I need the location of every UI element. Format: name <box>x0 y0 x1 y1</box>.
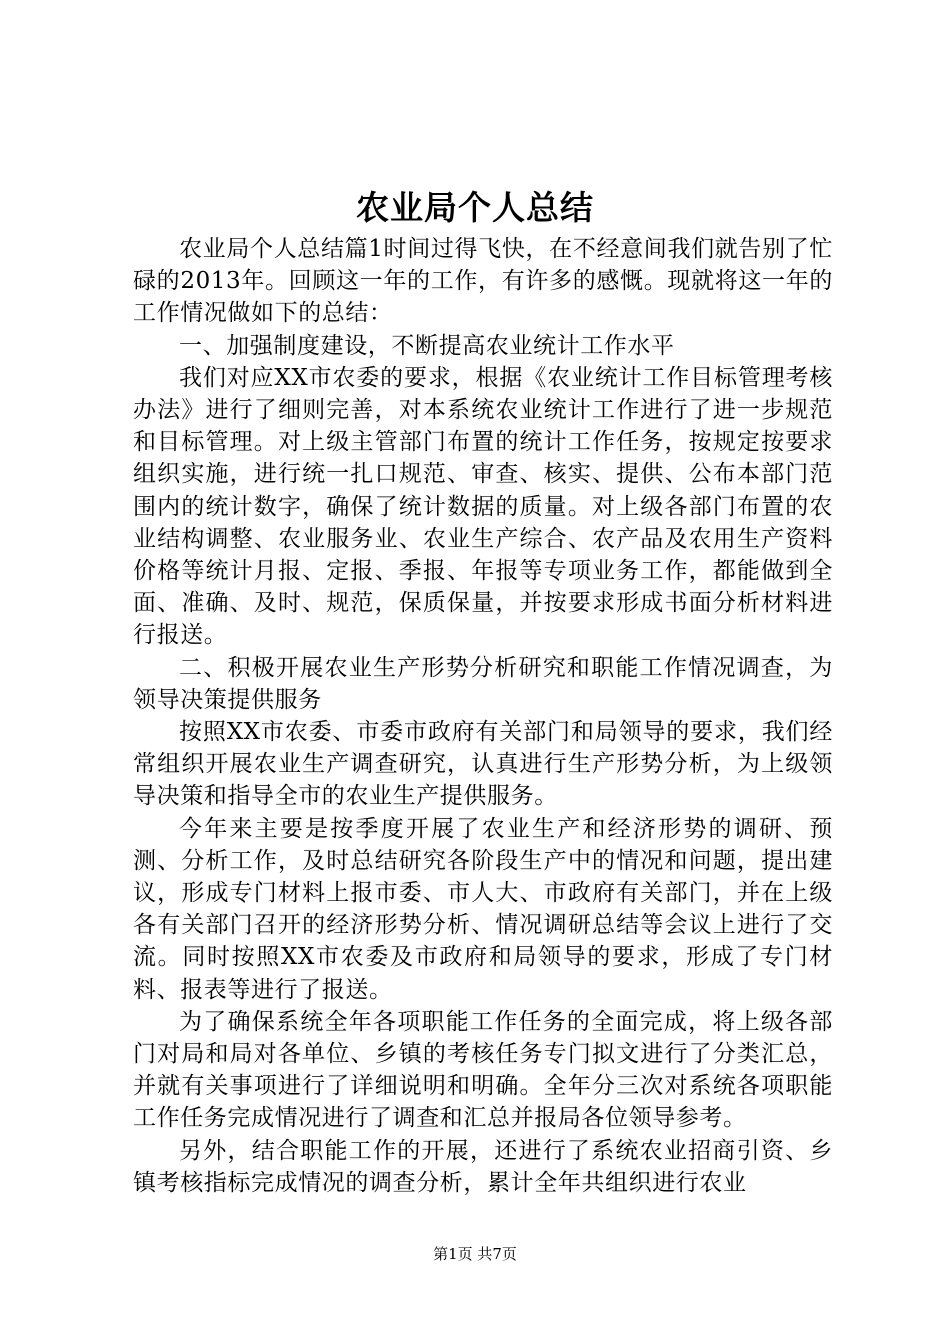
section-heading-1: 一、加强制度建设，不断提高农业统计工作水平 <box>179 332 675 359</box>
paragraph-statistics: 我们对应XX市农委的要求，根据《农业统计工作目标管理考核办法》进行了细则完善，对本系统农业统计工作进行了进一步规范和目标管理。对上级主管部门布置的统计工作任务，按规定按要求组织实施，进行统一扎口规范、审查、核实、提供、公布本部门范围内的统计数字，确保了统计数据的质量。对上级各部门布置的农业结构调整、农业服务业、农业生产综合、农产品及农用生产资料价格等统计月报、定报、季报、年报等专项业务工作，都能做到全面、准确、及时、规范，保质保量，并按要求形成书面分析材料进行报送。 <box>133 364 833 649</box>
section-heading-2: 二、积极开展农业生产形势分析研究和职能工作情况调查，为领导决策提供服务 <box>133 654 833 713</box>
paragraph-research: 按照XX市农委、市委市政府有关部门和局领导的要求，我们经常组织开展农业生产调查研究，认真进行生产形势分析，为上级领导决策和指导全市的农业生产提供服务。 <box>133 719 833 810</box>
page-footer: 第1页 共7页 <box>433 1245 517 1263</box>
document-title: 农业局个人总结 <box>356 188 594 227</box>
paragraph-quarterly-analysis: 今年来主要是按季度开展了农业生产和经济形势的调研、预测、分析工作，及时总结研究各阶段生产中的情况和问题，提出建议，形成专门材料上报市委、市人大、市政府有关部门，并在上级各有关部门召开的经济形势分析、情况调研总结等会议上进行了交流。同时按照XX市农委及市政府和局领导的要求，形成了专门材料、报表等进行了报送。 <box>133 815 833 1003</box>
document-body <box>133 233 833 1199</box>
paragraph-additional: 另外，结合职能工作的开展，还进行了系统农业招商引资、乡镇考核指标完成情况的调查分析，累计全年共组织进行农业 <box>133 1137 833 1196</box>
paragraph-intro: 农业局个人总结篇1时间过得飞快，在不经意间我们就告别了忙碌的2013年。回顾这一年的工作，有许多的感慨。现就将这一年的工作情况做如下的总结： <box>133 236 833 327</box>
paragraph-task-completion: 为了确保系统全年各项职能工作任务的全面完成，将上级各部门对局和局对各单位、乡镇的考核任务专门拟文进行了分类汇总，并就有关事项进行了详细说明和明确。全年分三次对系统各项职能工作任务完成情况进行了调查和汇总并报局各位领导参考。 <box>133 1008 833 1132</box>
